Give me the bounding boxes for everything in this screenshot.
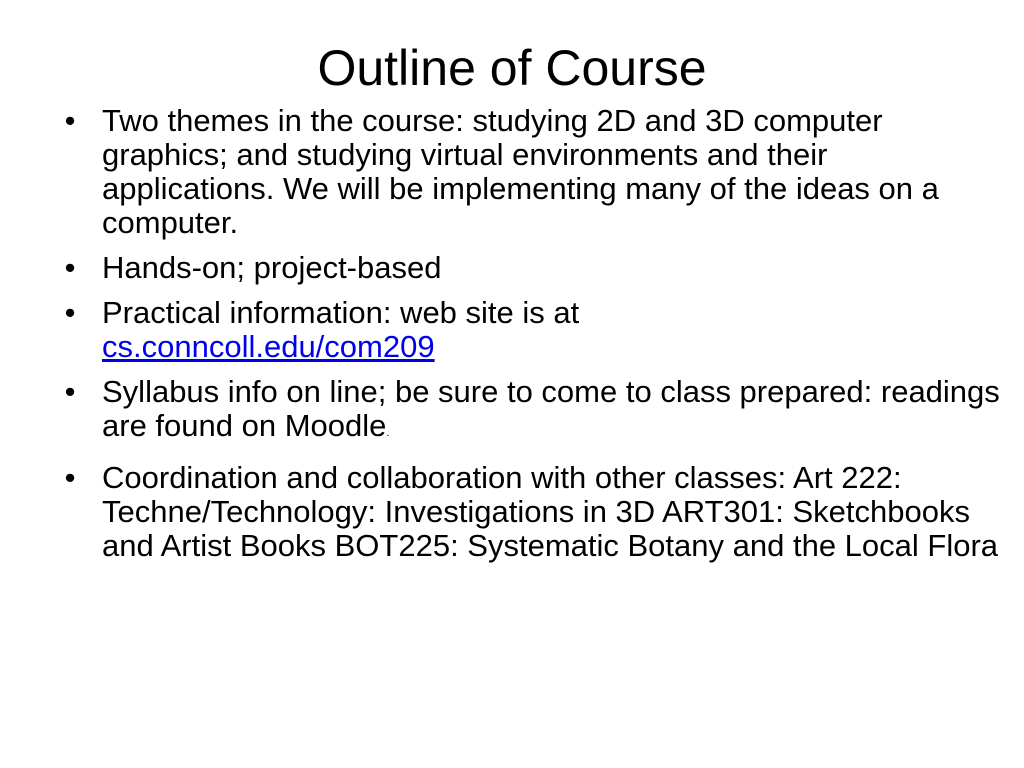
bullet-item-themes (60, 104, 1000, 240)
bullet-icon: • (64, 374, 76, 409)
bullet-icon: • (64, 460, 76, 495)
bullet-suffix: . (386, 427, 390, 439)
bullet-icon: • (64, 250, 76, 285)
bullet-item-practical-info (60, 296, 1000, 364)
bullet-icon: • (64, 295, 76, 330)
bullet-text: Practical information: web site is at (102, 295, 580, 330)
bullet-list (60, 104, 1000, 574)
bullet-text: Syllabus info on line; be sure to come to class prepared: readings are found on Moodle (102, 374, 1000, 443)
bullet-icon: • (64, 103, 76, 138)
bullet-text: Hands-on; project-based (102, 250, 442, 285)
bullet-item-syllabus (60, 375, 1000, 450)
bullet-text: Coordination and collaboration with other classes: Art 222: Techne/Technology: Investigations in 3D ART301: Sketchbooks and Artist Books BOT225: Systematic Botany and the Local Flora (102, 460, 999, 563)
slide-title: Outline of Course (317, 40, 707, 96)
bullet-text: Two themes in the course: studying 2D and 3D computer graphics; and studying virtual environments and their applications. We will be implementing many of the ideas on a computer. (102, 103, 939, 240)
bullet-item-hands-on (60, 251, 1000, 285)
course-website-link[interactable]: cs.conncoll.edu/com209 (102, 329, 435, 364)
bullet-item-coordination (60, 461, 1000, 563)
